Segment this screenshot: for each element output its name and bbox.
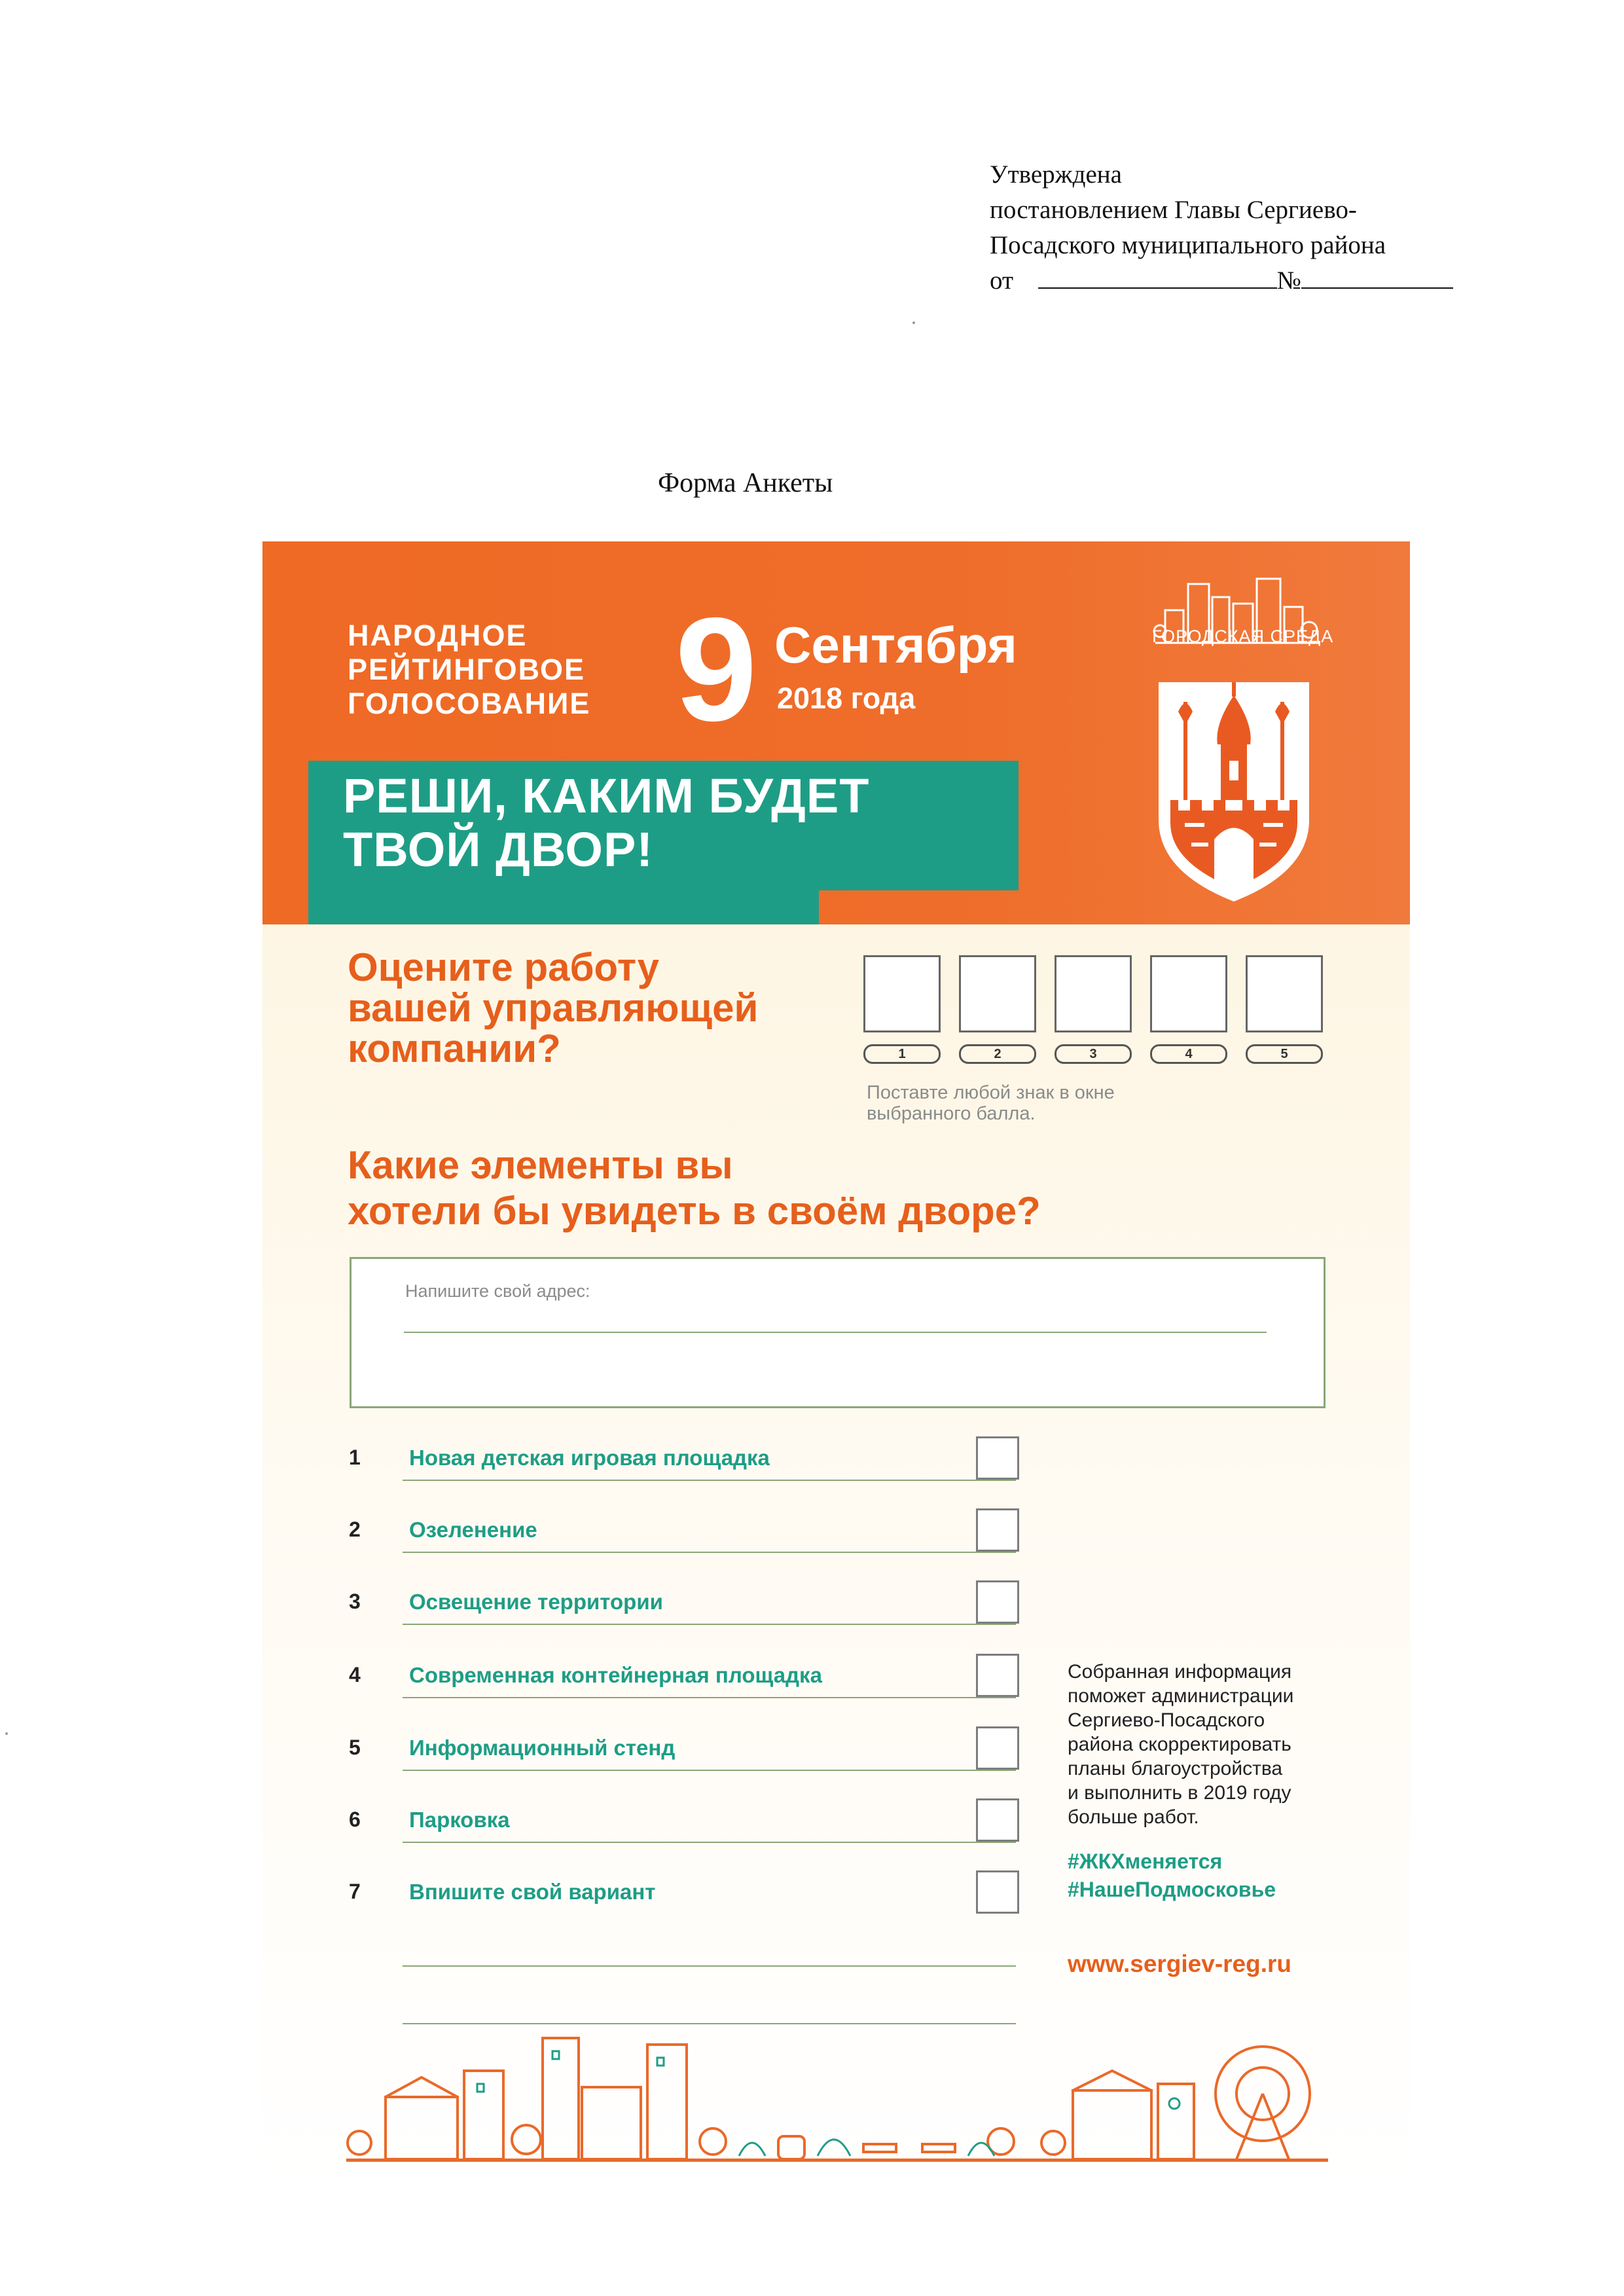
score-checkbox[interactable] [1150,955,1227,1032]
info-line: района скорректировать [1068,1734,1291,1755]
approval-block [990,157,1526,299]
question-2-line: хотели бы увидеть в своём дворе? [348,1189,1041,1233]
option-checkbox[interactable] [976,1654,1019,1697]
approval-line-3: Посадского муниципального района [990,231,1386,259]
question-1 [348,947,758,1069]
vote-title-line: РЕЙТИНГОВОЕ [348,653,586,686]
score-option-4[interactable] [1150,955,1227,1064]
orange-banner [262,541,1410,924]
slogan [343,769,869,877]
info-line: поможет администрации [1068,1685,1294,1707]
score-hint-line: выбранного балла. [867,1103,1036,1124]
city-skyline-icon [346,2032,1328,2162]
scan-speck [5,1732,8,1735]
info-text [1068,1660,1293,1829]
approval-line-2: постановлением Главы Сергиево- [990,196,1357,224]
info-line: Собранная информация [1068,1661,1292,1683]
option-label: Новая детская игровая площадка [409,1446,770,1470]
score-label: 4 [1150,1044,1227,1064]
option-number: 1 [349,1446,361,1469]
hashtag: #НашеПодмосковье [1068,1878,1276,1901]
option-label: Информационный стенд [409,1736,676,1760]
option-number: 4 [349,1663,361,1686]
score-option-2[interactable] [959,955,1036,1064]
slogan-background-tail [308,890,819,924]
score-hint [867,1082,1115,1124]
option-number: 7 [349,1880,361,1903]
option-label: Современная контейнерная площадка [409,1663,822,1687]
website-link[interactable]: www.sergiev-reg.ru [1068,1950,1292,1977]
option-number: 6 [349,1808,361,1831]
option-item [349,1726,1043,1785]
vote-month: Сентября [774,616,1017,674]
score-checkbox[interactable] [1246,955,1323,1032]
address-label: Напишите свой адрес: [405,1281,590,1301]
option-checkbox[interactable] [976,1798,1019,1842]
approval-line-4 [990,263,1526,299]
approval-number-sign: № [1276,266,1301,295]
option-checkbox[interactable] [976,1580,1019,1624]
city-environment-label: ГОРОДСКАЯ СРЕДА [1152,627,1334,646]
question-1-line: вашей управляющей [348,986,759,1030]
option-checkbox[interactable] [976,1726,1019,1770]
option-item [349,1580,1043,1639]
vote-title [348,619,590,721]
score-label: 3 [1055,1044,1132,1064]
score-option-1[interactable] [863,955,941,1064]
option-item [349,1508,1043,1567]
question-2 [348,1142,1041,1234]
option-underline [403,1552,1016,1553]
option-number: 5 [349,1736,361,1759]
vote-day: 9 [675,587,757,752]
info-line: планы благоустройства [1068,1758,1283,1779]
slogan-line: РЕШИ, КАКИМ БУДЕТ [343,769,870,823]
score-option-3[interactable] [1055,955,1132,1064]
info-line: Сергиево-Посадского [1068,1709,1265,1731]
option-item [349,1654,1043,1713]
option-underline [403,1770,1016,1771]
option-label: Озеленение [409,1518,537,1542]
coat-of-arms-icon [1152,663,1316,905]
hashtag: #ЖКХменяется [1068,1850,1223,1873]
vote-title-line: НАРОДНОЕ [348,619,528,652]
option-number: 2 [349,1518,361,1541]
question-2-line: Какие элементы вы [348,1143,733,1187]
score-selector [863,955,1328,1086]
option-checkbox[interactable] [976,1508,1019,1552]
info-line: и выполнить в 2019 году [1068,1782,1291,1804]
vote-title-line: ГОЛОСОВАНИЕ [348,687,591,720]
option-underline [403,1624,1016,1625]
option-checkbox[interactable] [976,1870,1019,1914]
address-write-line[interactable] [404,1332,1267,1333]
vote-year: 2018 года [777,682,916,715]
approval-date-blank [1038,265,1277,289]
option-item [349,1798,1043,1857]
score-checkbox[interactable] [1055,955,1132,1032]
option-label: Освещение территории [409,1590,663,1614]
custom-option-write-line[interactable] [403,1965,1016,1967]
approval-number-blank [1301,265,1453,289]
option-underline [403,1480,1016,1481]
form-title: Форма Анкеты [658,468,833,498]
option-item [349,1870,1043,1929]
option-label: Парковка [409,1808,510,1832]
option-underline [403,1842,1016,1843]
approval-line-1: Утверждена [990,160,1122,189]
score-label: 5 [1246,1044,1323,1064]
score-option-5[interactable] [1246,955,1323,1064]
question-1-line: Оцените работу [348,945,659,989]
survey-flyer [262,541,1410,2191]
option-item [349,1436,1043,1495]
question-1-line: компании? [348,1027,561,1070]
option-checkbox[interactable] [976,1436,1019,1480]
option-label: Впишите свой вариант [409,1880,656,1904]
score-label: 1 [863,1044,941,1064]
score-checkbox[interactable] [863,955,941,1032]
slogan-line: ТВОЙ ДВОР! [343,822,653,877]
ground-line [346,2159,1328,2162]
score-label: 2 [959,1044,1036,1064]
score-hint-line: Поставте любой знак в окне [867,1082,1115,1103]
info-line: больше работ. [1068,1806,1199,1828]
scan-speck [912,321,915,324]
custom-option-write-line[interactable] [403,2023,1016,2024]
option-underline [403,1697,1016,1698]
address-field[interactable] [350,1257,1326,1408]
score-checkbox[interactable] [959,955,1036,1032]
approval-date-prefix: от [990,266,1014,295]
option-number: 3 [349,1590,361,1613]
hashtags [1068,1848,1276,1904]
